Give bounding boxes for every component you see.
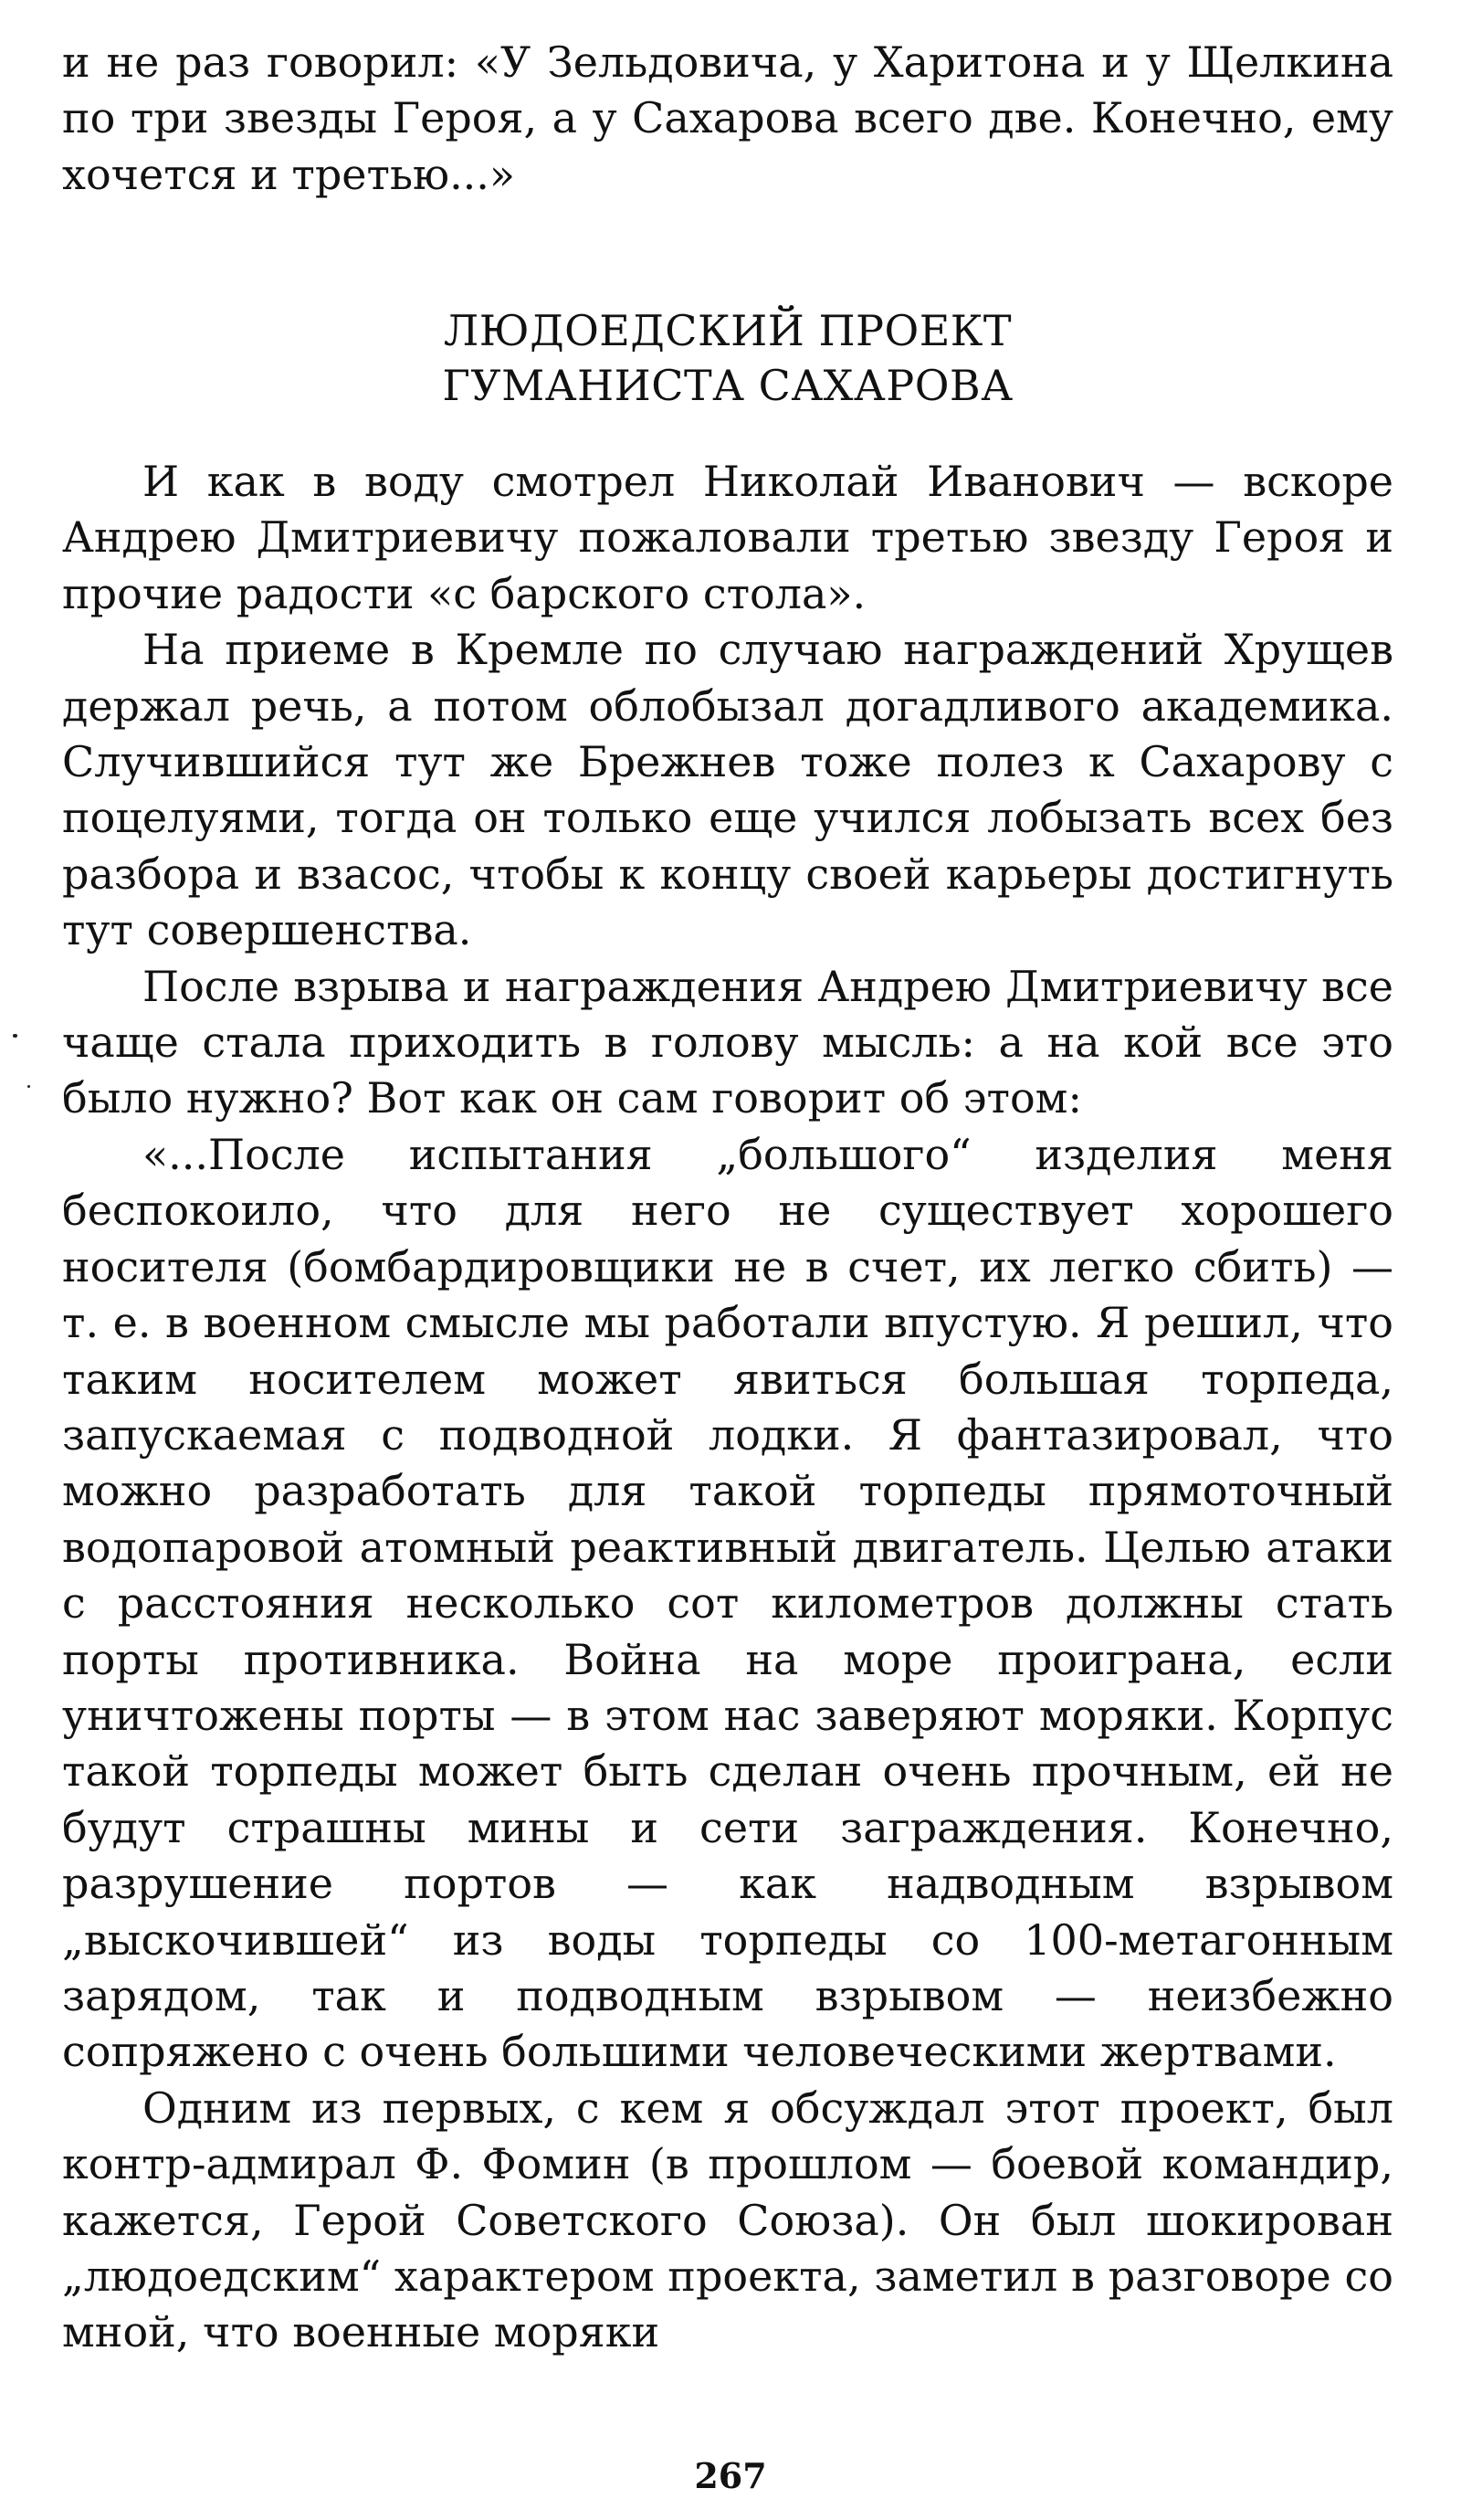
section-heading-line-1: ЛЮДОЕДСКИЙ ПРОЕКТ (443, 306, 1013, 355)
section-heading-line-2: ГУМАНИСТА САХАРОВА (442, 361, 1014, 410)
page-number: 267 (694, 2455, 767, 2496)
lead-in-text (62, 35, 1393, 203)
paragraph-2: На приеме в Кремле по случаю награждений Хрущев держал речь, а потом облобызал догадливого академика. Случившийся тут же Брежнев тоже полез к Сахарову с поцелуями, тогда он только еще учился лобызать всех без разбора и взасос, чтобы к концу своей карьеры достигнуть тут совершенства. (62, 625, 1393, 955)
lead-in-paragraph: и не раз говорил: «У Зельдовича, у Харитона и у Щелкина по три звезды Героя, а у Сахарова всего две. Конечно, ему хочется и третью...» (62, 37, 1393, 199)
section-heading (62, 303, 1393, 413)
main-text (62, 454, 1393, 2361)
scan-speck (13, 1034, 17, 1038)
scan-speck (27, 1085, 30, 1088)
paragraph-3: После взрыва и награждения Андрею Дмитриевичу все чаще стала приходить в голову мысль: а на кой все это было нужно? Вот как он сам говорит об этом: (62, 961, 1393, 1123)
paragraph-1: И как в воду смотрел Николай Иванович — вскоре Андрею Дмитриевичу пожаловали третью звезду Героя и прочие радости «с барского стола». (62, 457, 1393, 618)
paragraph-5: Одним из первых, с кем я обсуждал этот проект, был контр-адмирал Ф. Фомин (в прошлом — боевой командир, кажется, Герой Советского Союза). Он был шокирован „людоедским“ характером проекта, заметил в разговоре со мной, что военные моряки (62, 2082, 1393, 2357)
quote-paragraph: «...После испытания „большого“ изделия меня беспокоило, что для него не существует хорошего носителя (бомбардировщики не в счет, их легко сбить) — т. е. в военном смысле мы работали впустую. Я решил, что таким носителем может явиться большая торпеда, запускаемая с подводной лодки. Я фантазировал, что можно разработать для такой торпеды прямоточный водопаровой атомный реактивный двигатель. Целью атаки с расстояния несколько сот километров должны стать порты противника. Война на море проиграна, если уничтожены порты — в этом нас заверяют моряки. Корпус такой торпеды может быть сделан очень прочным, ей не будут страшны мины и сети заграждения. Конечно, разрушение портов — как надводным взрывом „выскочившей“ из воды торпеды со 100-метагонным зарядом, так и подводным взрывом — неизбежно сопряжено с очень большими человеческими жертвами. (62, 1129, 1393, 2077)
